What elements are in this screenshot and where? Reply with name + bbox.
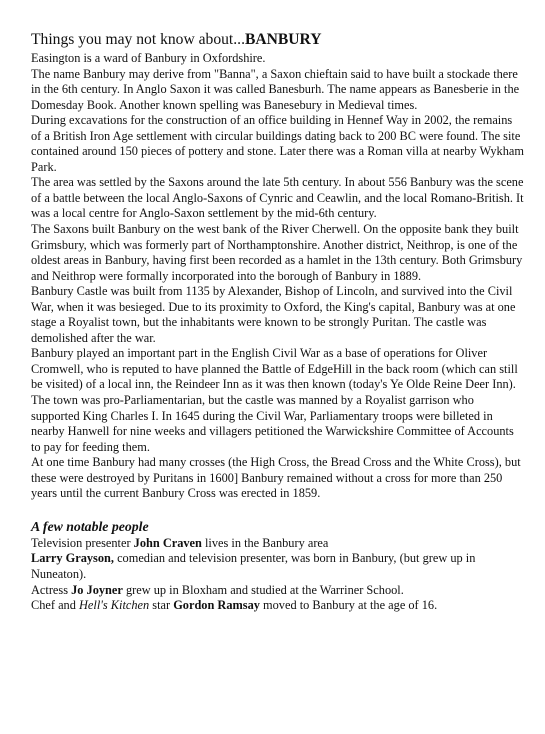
person-text: Television presenter (31, 535, 134, 550)
person-text: Chef and (31, 598, 79, 613)
person-name: Larry Grayson, (31, 551, 114, 566)
person-text: Actress (31, 582, 72, 597)
history-section (31, 51, 525, 502)
person-text: comedian and television presenter, was born in Banbury, (but grew up in Nuneaton). (31, 551, 476, 581)
title-prefix: Things you may not know about... (31, 31, 245, 48)
paragraph: The area was settled by the Saxons around the late 5th century. In about 556 Banbury was the scene of a battle between the local Anglo-Saxons of Cynric and Ceawlin, and the local Romano-British. It was a local centre for Anglo-Saxon settlement by the mid-6th century. (31, 175, 524, 221)
person-entry (31, 598, 525, 614)
person-name: Gordon Ramsay (173, 598, 260, 613)
paragraph: At one time Banbury had many crosses (the High Cross, the Bread Cross and the White Cross), but these were destroyed by Puritans in 1600] Banbury remained without a cross for more than 250 years until the current Banbury Cross was erected in 1859. (31, 455, 521, 501)
person-entry (31, 551, 525, 582)
paragraph: Banbury Castle was built from 1135 by Alexander, Bishop of Lincoln, and survived into the Civil War, when it was besieged. Due to its proximity to Oxford, the King's capital, Banbury was at one stage a Royalist town, but the inhabitants were known to be strongly Puritan. The castle was demolished after the war. (31, 284, 516, 345)
person-text: lives in the Banbury area (201, 535, 329, 550)
title-town-name: BANBURY (244, 31, 322, 48)
show-title: Hell's Kitchen (79, 598, 150, 613)
page-title (31, 30, 525, 50)
person-entry (31, 536, 525, 552)
people-heading: A few notable people (31, 518, 149, 534)
person-text: star (149, 598, 174, 613)
notable-people-list (31, 536, 525, 614)
person-entry (31, 583, 525, 599)
paragraph: The name Banbury may derive from "Banna", a Saxon chieftain said to have built a stockade there in the 6th century. In Anglo Saxon it was called Banesburh. The name appears as Banesberie in the Domesday Book. Another known spelling was Banesebury in Medieval times. (31, 66, 520, 112)
paragraph: During excavations for the construction of an office building in Hennef Way in 2002, the remains of a British Iron Age settlement with circular buildings dating back to 200 BC were found. The site contained around 150 pieces of pottery and stone. Later there was a Roman villa at nearby Wykham Park. (31, 113, 524, 174)
section-spacer (31, 502, 525, 518)
person-text: grew up in Bloxham and studied at the Warriner School. (122, 582, 404, 597)
person-name: Jo Joyner (71, 582, 123, 597)
paragraph: Easington is a ward of Banbury in Oxfordshire. (31, 51, 266, 65)
paragraph: The Saxons built Banbury on the west bank of the River Cherwell. On the opposite bank they built Grimsbury, which was formerly part of Northamptonshire. Another district, Neithrop, is one of the oldest areas in Banbury, having first been recorded as a hamlet in the 13th century. Both Grimsbury and Neithrop were formally incorporated into the borough of Banbury in 1889. (31, 222, 523, 283)
paragraph: Banbury played an important part in the English Civil War as a base of operations for Oliver Cromwell, who is reputed to have planned the Battle of EdgeHill in the back room (which can still be visited) of a local inn, the Reindeer Inn as it was then known (today's Ye Olde Reine Deer Inn). The town was pro-Parliamentarian, but the castle was manned by a Royalist garrison who supported King Charles I. In 1645 during the Civil War, Parliamentary troops were billeted in nearby Hanwell for nine weeks and villagers petitioned the Warwickshire Committee of Accounts to pay for feeding them. (31, 346, 518, 454)
person-name: John Craven (133, 535, 202, 550)
person-text: moved to Banbury at the age of 16. (259, 598, 438, 613)
